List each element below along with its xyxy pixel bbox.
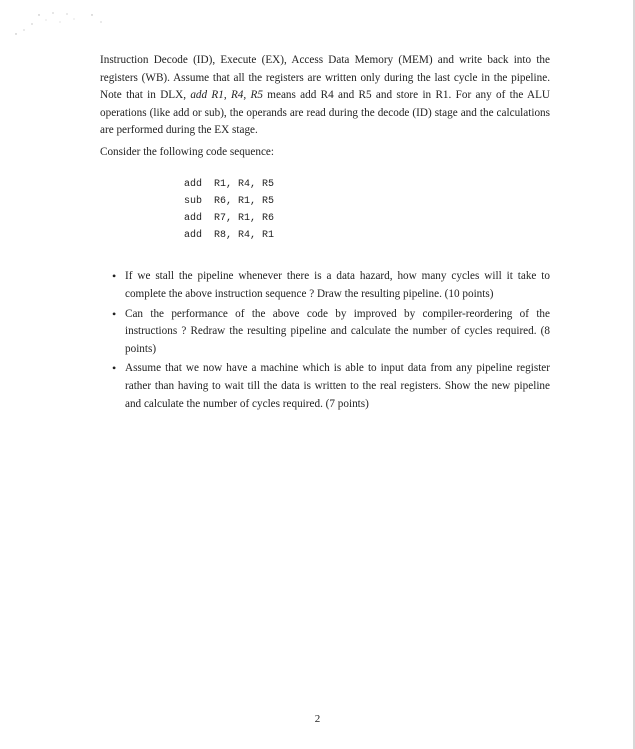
code-op: sub <box>184 195 203 207</box>
scan-artifacts <box>12 8 122 44</box>
code-line <box>184 193 550 210</box>
document-page <box>100 52 550 415</box>
question-list <box>100 268 550 413</box>
code-args: R7, R1, R6 <box>214 212 275 224</box>
code-line <box>184 227 550 244</box>
question-item: • Can the performance of the above code by improved by compiler-reordering of the instructions ? Redraw the resulting pipeline and calculate the number of cycles required. (8 points) <box>125 306 550 359</box>
code-args: R1, R4, R5 <box>214 178 275 190</box>
code-op: add <box>184 212 203 224</box>
page-number: 2 <box>314 713 321 725</box>
code-args: R8, R4, R1 <box>214 230 275 242</box>
code-line <box>184 210 550 227</box>
intro-text-1: Instruction Decode (ID), Execute (EX), Access Data Memory (MEM) and write back into the registers (WB). Assume that all the registers are written only during the last cycle in the pipeline. Note that in DLX, <box>100 54 550 102</box>
code-block <box>184 176 550 245</box>
code-op: add <box>184 178 203 190</box>
intro-text-2: means add R4 and R5 and store in R1. For any of the ALU operations (like add or sub), the operands are read during the decode (ID) stage and the calculations are performed during the EX stage. <box>100 89 550 137</box>
consider-text: Consider the following code sequence: <box>100 145 274 158</box>
code-op: add <box>184 230 203 242</box>
code-line <box>184 176 550 193</box>
question-item: • Assume that we now have a machine which is able to input data from any pipeline register rather than having to wait till the data is written to the real registers. Show the new pipeline and calculate the number of cycles required. (7 points) <box>125 360 550 413</box>
intro-example: add R1, R4, R5 <box>190 89 263 102</box>
intro-paragraph <box>100 52 550 140</box>
code-args: R6, R1, R5 <box>214 195 275 207</box>
question-item: • If we stall the pipeline whenever there is a data hazard, how many cycles will it take to complete the above instruction sequence ? Draw the resulting pipeline. (10 points) <box>125 268 550 303</box>
